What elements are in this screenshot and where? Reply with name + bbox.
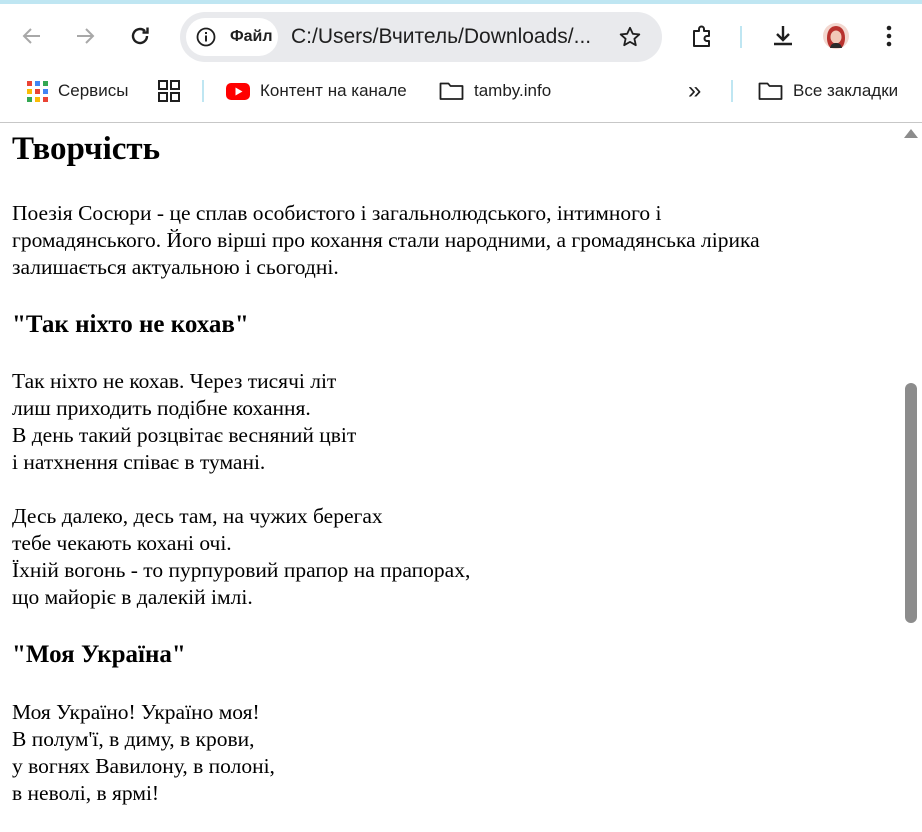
- chevron-double-right-icon: »: [688, 77, 702, 104]
- intro-line: Поезія Сосюри - це сплав особистого і загальнолюдського, інтимного і: [12, 201, 662, 225]
- bookmark-label: tamby.info: [474, 81, 552, 100]
- poem-title: "Так ніхто не кохав": [12, 311, 249, 338]
- page-content: [0, 123, 900, 832]
- bookmarks-separator: [731, 80, 733, 102]
- back-button[interactable]: [14, 18, 50, 54]
- bookmarks-bar: [0, 70, 922, 112]
- menu-button[interactable]: [871, 18, 907, 54]
- scroll-up-arrow-icon[interactable]: [904, 129, 918, 138]
- toolbar-separator: [740, 26, 742, 48]
- site-info-label: Файл: [230, 28, 273, 45]
- forward-button[interactable]: [67, 18, 103, 54]
- more-vert-icon: [886, 25, 892, 47]
- address-bar[interactable]: [180, 12, 662, 62]
- all-bookmarks-label: Все закладки: [793, 81, 899, 100]
- folder-icon: [758, 81, 783, 101]
- arrow-right-icon: [74, 25, 96, 47]
- apps-grid-icon: [27, 81, 48, 102]
- bookmark-youtube-content[interactable]: [226, 70, 407, 112]
- bookmark-apps-label: Сервисы: [58, 81, 129, 100]
- arrow-left-icon: [21, 25, 43, 47]
- folder-icon: [439, 81, 464, 101]
- bookmark-tamby[interactable]: [439, 70, 551, 112]
- poem-line: В день такий розцвітає весняний цвіт: [12, 423, 357, 447]
- bookmark-apps[interactable]: [27, 70, 128, 112]
- info-icon: [196, 27, 216, 47]
- reload-icon: [128, 24, 152, 48]
- poem-line: у вогнях Вавилону, в полоні,: [12, 754, 275, 778]
- url-text[interactable]: C:/Users/Вчитель/Downloads/...: [291, 25, 592, 48]
- poem-line: Їхній вогонь - то пурпуровий прапор на прапорах,: [12, 558, 471, 582]
- youtube-icon: [226, 83, 250, 100]
- poem-line: В полум'ї, в диму, в крови,: [12, 727, 255, 751]
- download-icon: [770, 23, 796, 49]
- poem-line: Так ніхто не кохав. Через тисячі літ: [12, 369, 337, 393]
- bookmarks-overflow-button[interactable]: [688, 70, 701, 112]
- grid-icon: [158, 80, 180, 102]
- bookmarks-separator: [202, 80, 204, 102]
- poem-line: лиш приходить подібне кохання.: [12, 396, 311, 420]
- intro-line: залишається актуальною і сьогодні.: [12, 255, 339, 279]
- tab-groups-button[interactable]: [158, 70, 180, 112]
- puzzle-icon: [690, 23, 716, 49]
- extensions-button[interactable]: [685, 18, 721, 54]
- downloads-button[interactable]: [765, 18, 801, 54]
- scrollbar-thumb[interactable]: [905, 383, 917, 623]
- bookmark-star-button[interactable]: [612, 19, 648, 55]
- vertical-scrollbar[interactable]: [900, 123, 922, 832]
- poem-line: Десь далеко, десь там, на чужих берегах: [12, 504, 383, 528]
- poem-line: і натхнення співає в тумані.: [12, 450, 266, 474]
- poem-line: Моя Україно! Україно моя!: [12, 700, 260, 724]
- bookmark-label: Контент на канале: [260, 81, 407, 100]
- all-bookmarks-button[interactable]: [758, 70, 898, 112]
- reload-button[interactable]: [122, 18, 158, 54]
- site-info-chip[interactable]: [186, 18, 278, 56]
- poem-line: тебе чекають кохані очі.: [12, 531, 232, 555]
- avatar: [822, 22, 850, 50]
- intro-line: громадянського. Його вірші про кохання стали народними, а громадянська лірика: [12, 228, 760, 252]
- poem-line: в неволі, в ярмі!: [12, 781, 160, 805]
- star-icon: [618, 25, 642, 49]
- page-title: Творчість: [12, 131, 161, 167]
- poem-line: що майоріє в далекій імлі.: [12, 585, 253, 609]
- poem-title: "Моя Україна": [12, 641, 186, 668]
- profile-button[interactable]: [818, 18, 854, 54]
- browser-toolbar: [0, 4, 922, 70]
